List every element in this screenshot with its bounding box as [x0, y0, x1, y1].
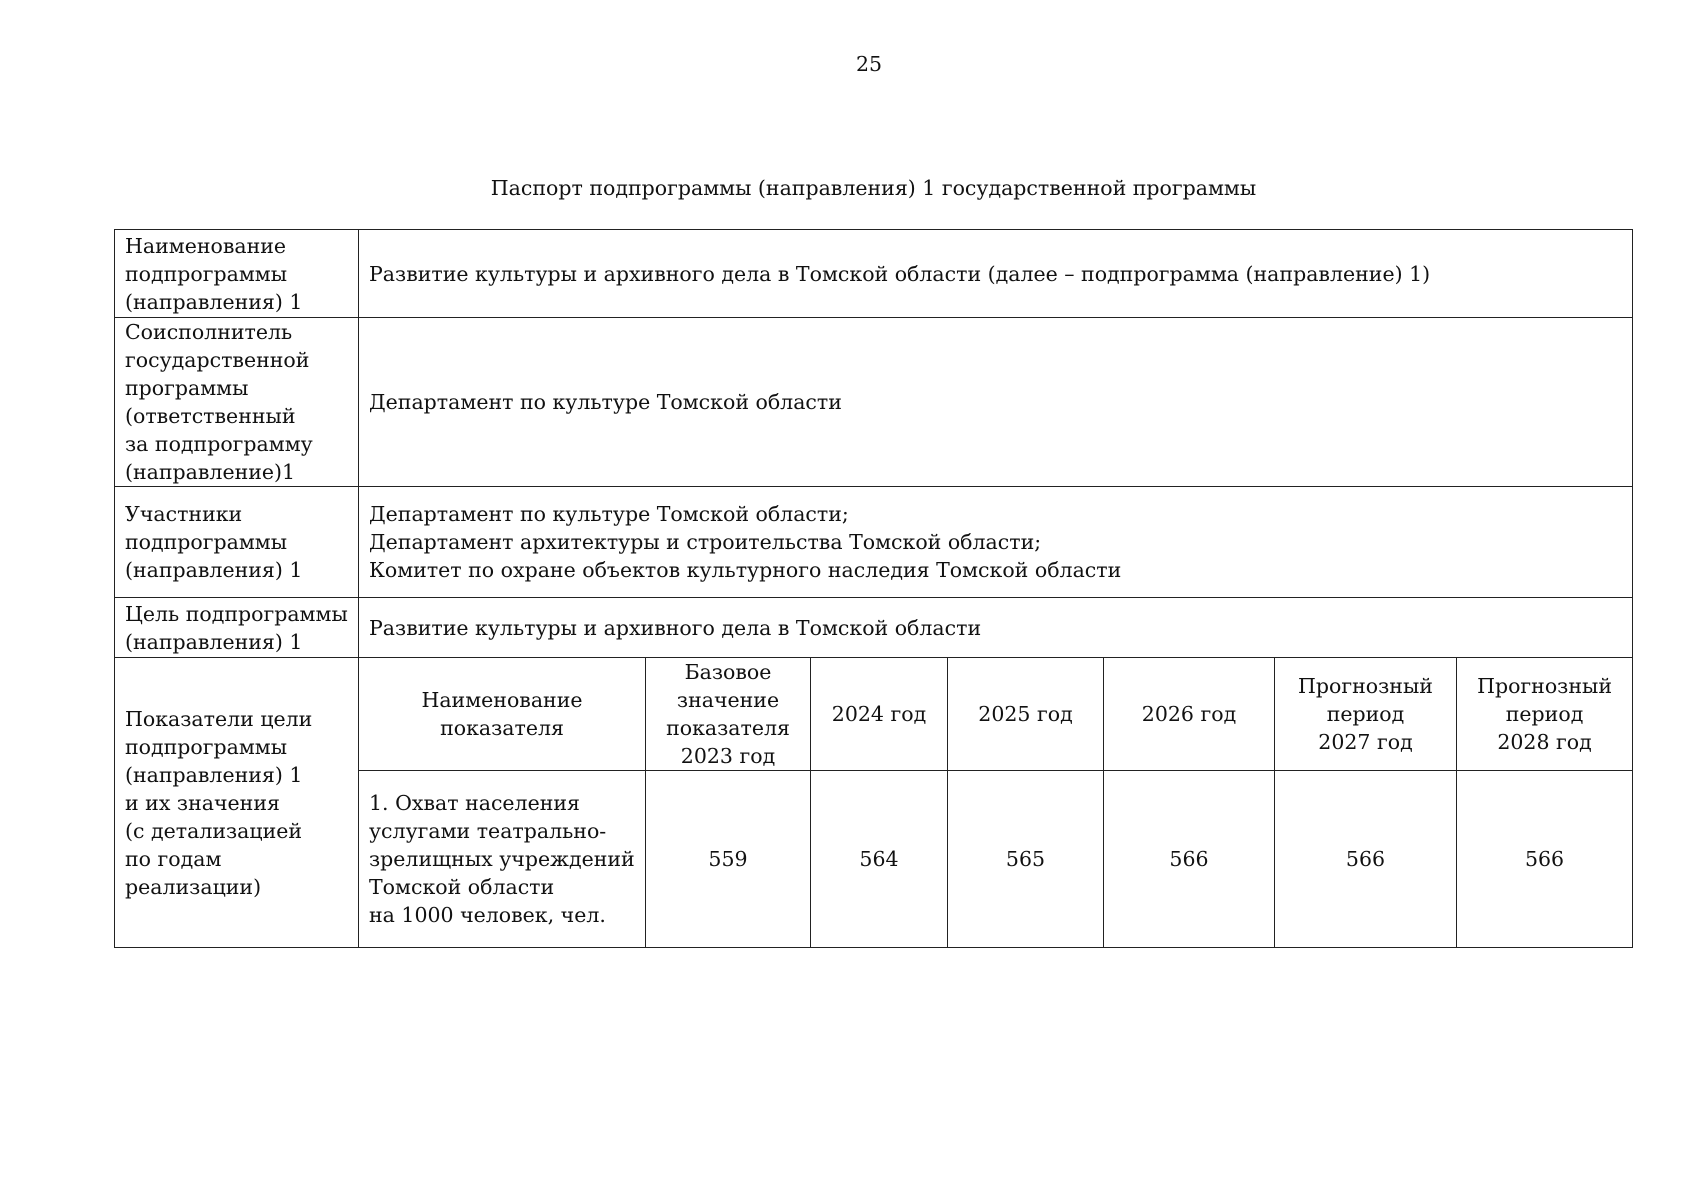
- document-title: Паспорт подпрограммы (направления) 1 государственной программы: [490, 176, 1257, 200]
- header-indicator-name: Наименование показателя: [359, 658, 646, 771]
- row-goal: [115, 598, 1633, 658]
- header-2024: 2024 год: [811, 658, 948, 771]
- row-label: Показатели цели подпрограммы (направления) 1 и их значения (с детализацией по годам реализации): [115, 658, 359, 948]
- subprogram-name-value: Развитие культуры и архивного дела в Томской области (далее – подпрограмма (направление) 1): [359, 230, 1633, 318]
- indicator-value-2027: 566: [1275, 771, 1457, 948]
- indicator-value-2025: 565: [948, 771, 1104, 948]
- header-2026: 2026 год: [1104, 658, 1275, 771]
- indicator-value-2028: 566: [1457, 771, 1633, 948]
- indicators-header-row: [115, 658, 1633, 771]
- row-label: Наименование подпрограммы (направления) 1: [115, 230, 359, 318]
- row-participants: [115, 487, 1633, 598]
- coexecutor-value: Департамент по культуре Томской области: [359, 318, 1633, 487]
- indicator-base-value: 559: [646, 771, 811, 948]
- row-label: Участники подпрограммы (направления) 1: [115, 487, 359, 598]
- participants-value: Департамент по культуре Томской области; Департамент архитектуры и строительства Томской области; Комитет по охране объектов культурного наследия Томской области: [359, 487, 1633, 598]
- row-label: Соисполнитель государственной программы (ответственный за подпрограмму (направление)1: [115, 318, 359, 487]
- row-subprogram-name: [115, 230, 1633, 318]
- indicator-value-2026: 566: [1104, 771, 1275, 948]
- indicator-name: 1. Охват населения услугами театрально- зрелищных учреждений Томской области на 1000 человек, чел.: [359, 771, 646, 948]
- header-2025: 2025 год: [948, 658, 1104, 771]
- row-coexecutor: [115, 318, 1633, 487]
- row-label: Цель подпрограммы (направления) 1: [115, 598, 359, 658]
- goal-value: Развитие культуры и архивного дела в Томской области: [359, 598, 1633, 658]
- indicator-value-2024: 564: [811, 771, 948, 948]
- header-base-value: Базовое значение показателя 2023 год: [646, 658, 811, 771]
- header-2028: Прогнозный период 2028 год: [1457, 658, 1633, 771]
- header-2027: Прогнозный период 2027 год: [1275, 658, 1457, 771]
- page-number: 25: [855, 52, 883, 76]
- passport-table: [114, 229, 1633, 948]
